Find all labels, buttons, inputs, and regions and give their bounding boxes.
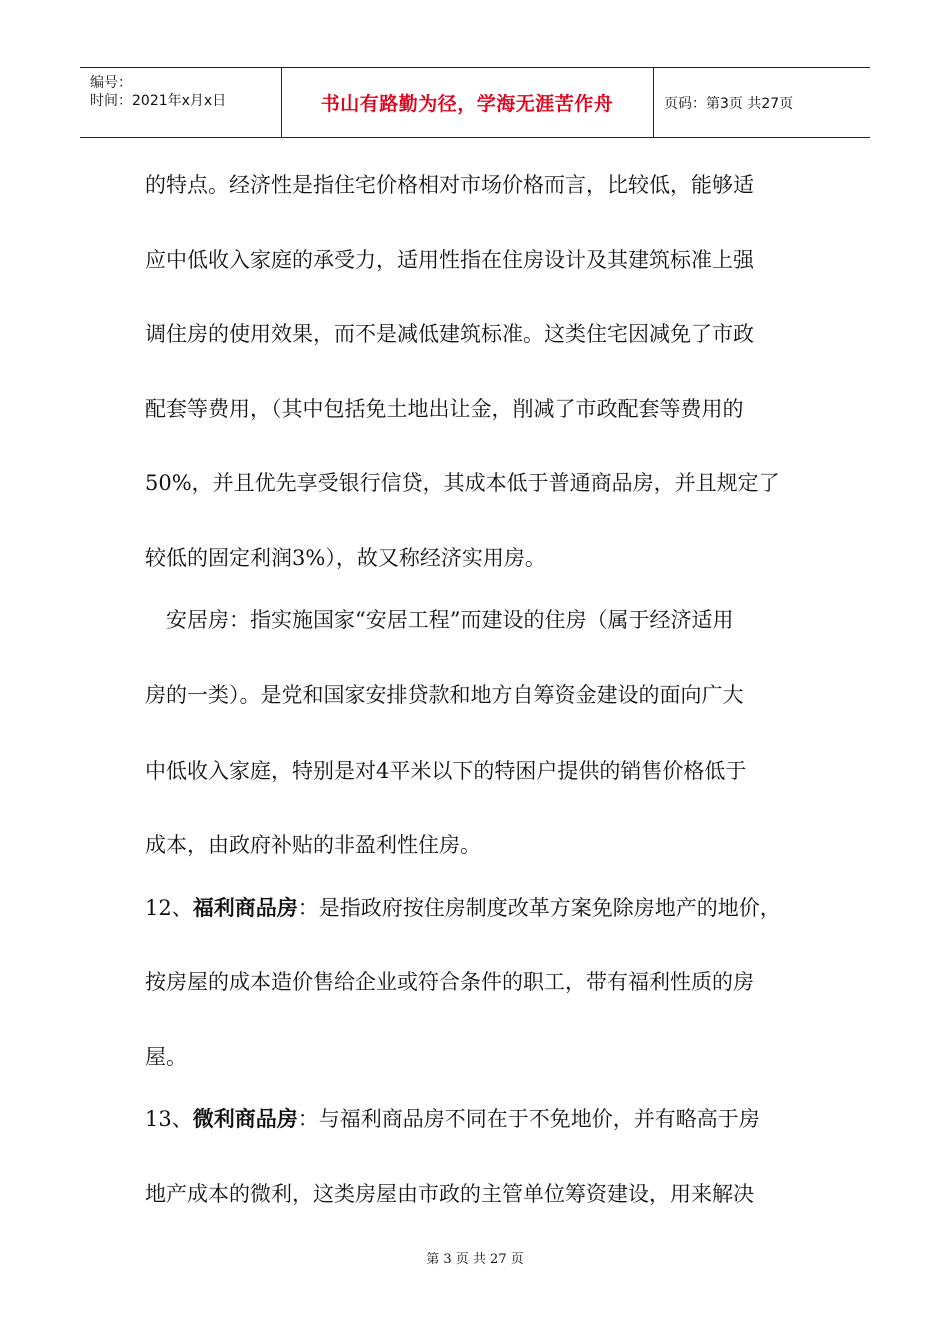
item13-term: 微利商品房 bbox=[192, 1107, 298, 1131]
time-label: 时间：2021年x月x日 bbox=[90, 93, 227, 109]
body-line: 应中低收入家庭的承受力，适用性指在住房设计及其建筑标准上强 bbox=[145, 248, 754, 272]
body-line: 配套等费用，（其中包括免土地出让金，削减了市政配套等费用的 bbox=[145, 397, 744, 421]
motto-text: 书山有路勤为径，学海无涯苦作舟 bbox=[320, 93, 614, 115]
item13-number: 13、 bbox=[145, 1107, 193, 1131]
item12-line2: 按房屋的成本造价售给企业或符合条件的职工，带有福利性质的房 bbox=[145, 970, 754, 994]
body-line: 房的一类）。是党和国家安排贷款和地方自筹资金建设的面向广大 bbox=[145, 683, 744, 707]
item12-line1 bbox=[145, 895, 781, 921]
item13-definition: ：与福利商品房不同在于不免地价，并有略高于房 bbox=[297, 1107, 760, 1131]
header-info-cell bbox=[80, 68, 282, 137]
page-header bbox=[80, 67, 870, 138]
header-motto-cell bbox=[281, 68, 654, 137]
page-info: 页码：第3页 共27页 bbox=[664, 95, 794, 112]
body-line: 50%，并且优先享受银行信贷，其成本低于普通商品房，并且规定了 bbox=[145, 471, 780, 495]
page-footer: 第 3 页 共 27 页 bbox=[426, 1252, 524, 1267]
item12-number: 12、 bbox=[145, 896, 193, 920]
item13-line2: 地产成本的微利，这类房屋由市政的主管单位筹资建设，用来解决 bbox=[145, 1182, 754, 1206]
body-line: 安居房：指实施国家“安居工程”而建设的住房（属于经济适用 bbox=[145, 608, 734, 632]
item12-definition: ：是指政府按住房制度改革方案免除房地产的地价， bbox=[297, 896, 781, 920]
item13-line1 bbox=[145, 1106, 760, 1132]
item12-term: 福利商品房 bbox=[192, 896, 298, 920]
body-line: 较低的固定利润3%），故又称经济实用房。 bbox=[145, 546, 546, 570]
body-line: 的特点。经济性是指住宅价格相对市场价格而言，比较低，能够适 bbox=[145, 173, 754, 197]
body-line: 中低收入家庭，特别是对4平米以下的特困户提供的销售价格低于 bbox=[145, 759, 747, 783]
body-line: 成本，由政府补贴的非盈利性住房。 bbox=[145, 833, 481, 857]
number-label: 编号： bbox=[90, 75, 132, 91]
header-page-cell bbox=[653, 68, 870, 137]
item12-line3: 屋。 bbox=[145, 1045, 187, 1069]
body-line: 调住房的使用效果，而不是减低建筑标准。这类住宅因减免了市政 bbox=[145, 322, 754, 346]
